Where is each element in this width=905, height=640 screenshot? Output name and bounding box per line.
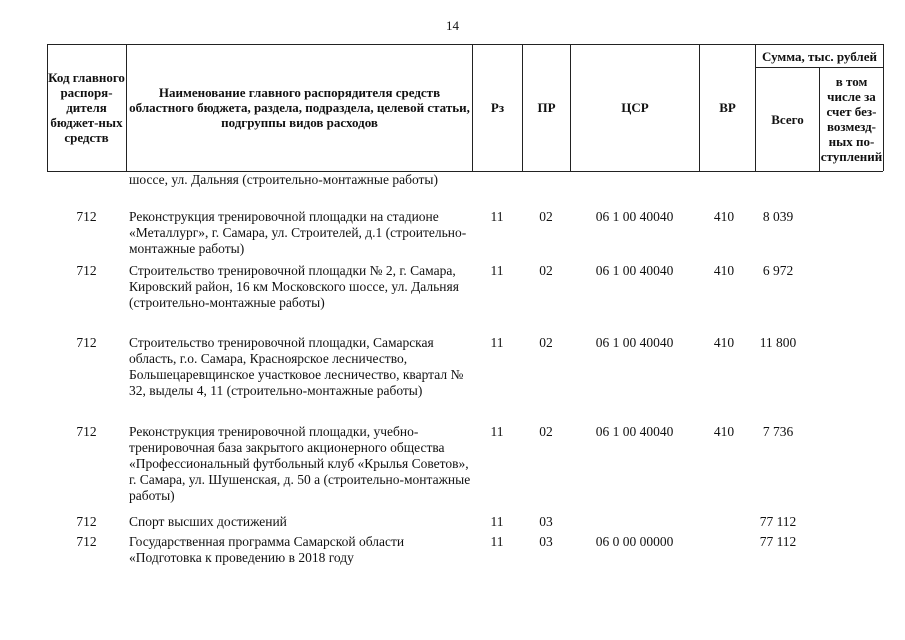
row-rz: 11 bbox=[490, 424, 504, 439]
row-rz: 11 bbox=[490, 514, 504, 529]
row-pr: 02 bbox=[539, 424, 553, 439]
page-number: 14 bbox=[446, 18, 459, 33]
row-code: 712 bbox=[76, 263, 97, 278]
row-vr: 410 bbox=[713, 424, 735, 439]
row-pr: 03 bbox=[539, 514, 553, 529]
header-sum: Сумма, тыс. рублей bbox=[762, 48, 877, 64]
row-code: 712 bbox=[76, 424, 97, 439]
row-total: 8 039 bbox=[762, 209, 794, 224]
header-incl: в том числе за счет без-возмезд-ных по-ступлений bbox=[820, 74, 883, 164]
header-name: Наименование главного распорядителя средств областного бюджета, раздела, подраздела, целевой статьи, подгруппы видов расходов bbox=[129, 85, 470, 130]
row-csr: 06 1 00 40040 bbox=[595, 424, 674, 439]
row-vr: 410 bbox=[713, 209, 735, 224]
row-rz: 11 bbox=[490, 534, 504, 549]
row-csr: 06 0 00 00000 bbox=[595, 534, 674, 549]
header-csr: ЦСР bbox=[621, 100, 649, 115]
row-rz: 11 bbox=[490, 209, 504, 224]
row-total: 11 800 bbox=[759, 335, 797, 350]
row-csr: 06 1 00 40040 bbox=[595, 263, 674, 278]
row-code: 712 bbox=[76, 514, 97, 529]
row-name: Государственная программа Самарской области «Подготовка к проведению в 2018 году bbox=[129, 534, 405, 565]
row-pr: 02 bbox=[539, 335, 553, 350]
row-total: 77 112 bbox=[759, 534, 797, 549]
header-total: Всего bbox=[771, 111, 804, 127]
row-name: Реконструкция тренировочной площадки, учебно-тренировочная база закрытого акционерного общества «Профессиональный футбольный клуб «Крылья Советов», г. Самара, ул. Шушенская, д. 50 а (строительно-монтажные работы) bbox=[129, 424, 471, 503]
header-pr: ПР bbox=[537, 100, 556, 115]
row-total: 6 972 bbox=[762, 263, 794, 278]
row-csr: 06 1 00 40040 bbox=[595, 209, 674, 224]
header-code: Код главного распоря-дителя бюджет-ных средств bbox=[48, 70, 125, 145]
continuation-text: шоссе, ул. Дальняя (строительно-монтажные работы) bbox=[129, 172, 438, 187]
row-pr: 02 bbox=[539, 209, 553, 224]
row-pr: 02 bbox=[539, 263, 553, 278]
row-total: 7 736 bbox=[762, 424, 794, 439]
row-pr: 03 bbox=[539, 534, 553, 549]
row-rz: 11 bbox=[490, 263, 504, 278]
row-vr: 410 bbox=[713, 263, 735, 278]
row-code: 712 bbox=[76, 209, 97, 224]
row-vr: 410 bbox=[713, 335, 735, 350]
row-csr: 06 1 00 40040 bbox=[595, 335, 674, 350]
row-code: 712 bbox=[76, 335, 97, 350]
header-rz: Рз bbox=[490, 100, 505, 115]
header-vr: ВР bbox=[719, 100, 736, 115]
row-name: Реконструкция тренировочной площадки на стадионе «Металлург», г. Самара, ул. Строителей, д.1 (строительно-монтажные работы) bbox=[129, 209, 467, 256]
row-total: 77 112 bbox=[759, 514, 797, 529]
row-name: Строительство тренировочной площадки, Самарская область, г.о. Самара, Красноярское лесничество, Большецаревщинское участковое лесничество, квартал № 32, выделы 4, 11 (строительно-монтажные работы) bbox=[129, 335, 464, 398]
row-name: Строительство тренировочной площадки № 2, г. Самара, Кировский район, 16 км Московского шоссе, ул. Дальняя (строительно-монтажные работы) bbox=[129, 263, 459, 310]
row-code: 712 bbox=[76, 534, 97, 549]
row-rz: 11 bbox=[490, 335, 504, 350]
row-name: Спорт высших достижений bbox=[129, 514, 287, 529]
